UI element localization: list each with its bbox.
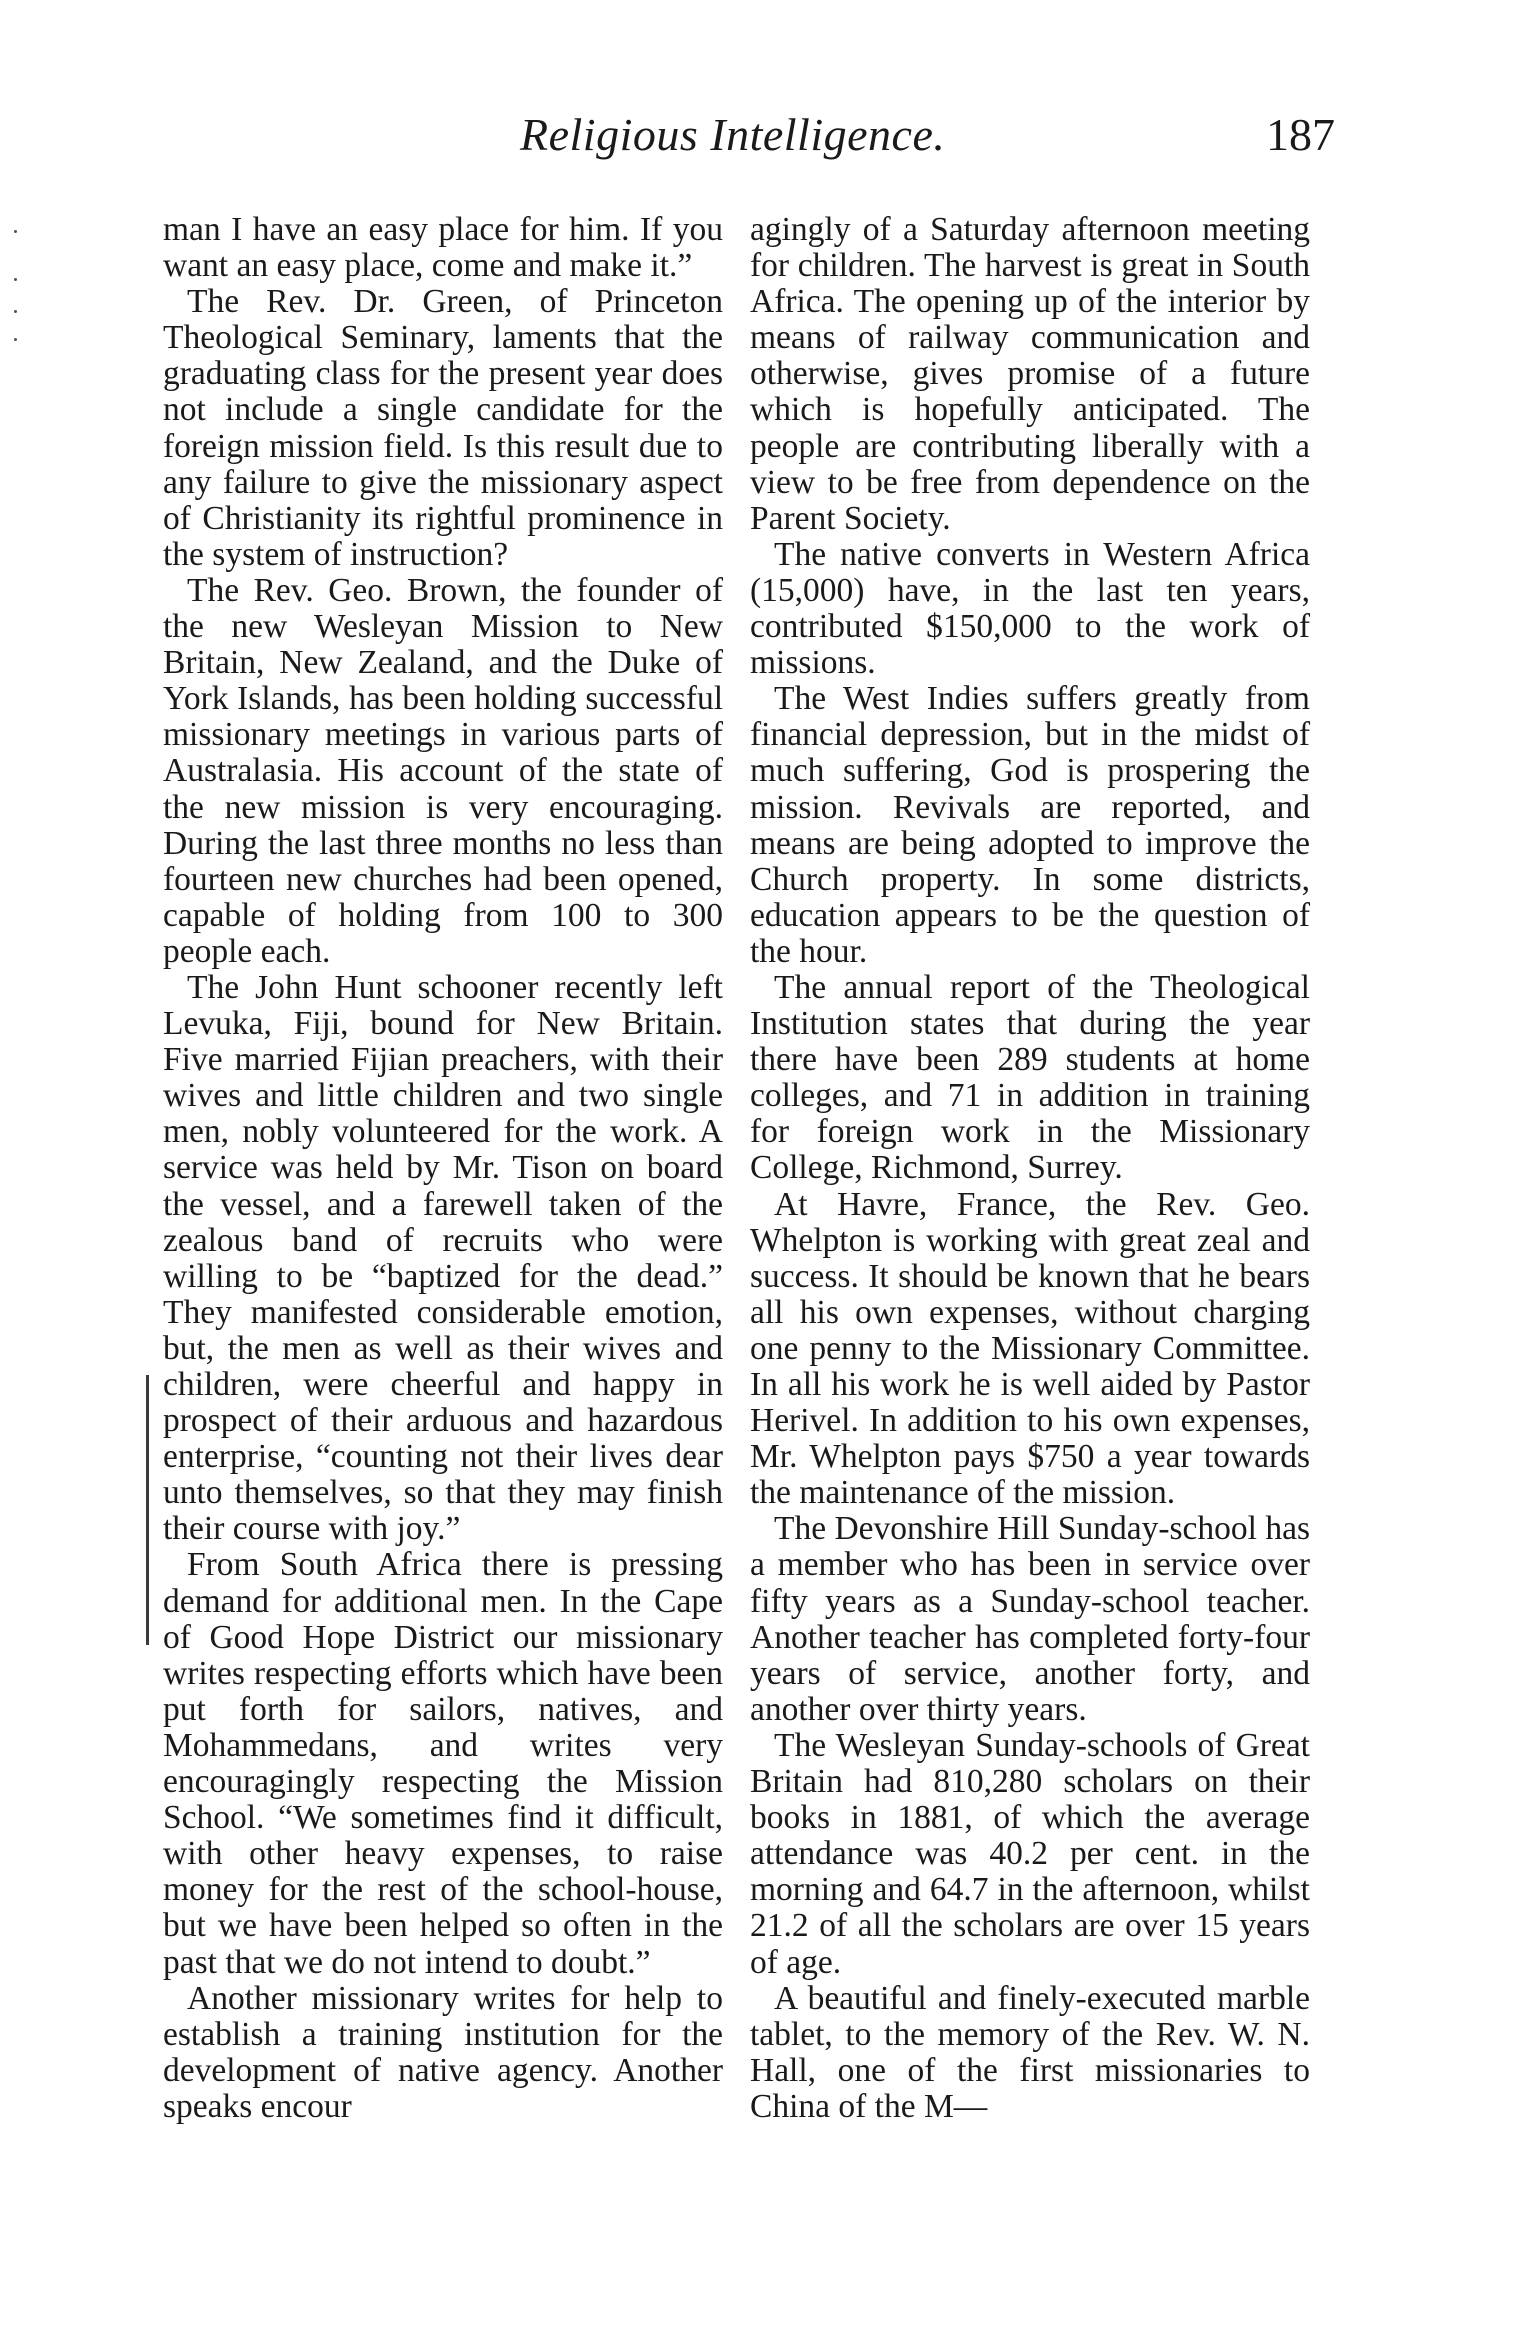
left-column bbox=[163, 212, 723, 2125]
paragraph: The Devonshire Hill Sunday-school has a member who has been in service over fifty years as a Sunday-school teacher. Another teacher has completed forty-four years of service, another forty, and another over thirty years. bbox=[750, 1510, 1310, 1728]
paragraph: The native converts in Western Africa (15,000) have, in the last ten years, contributed $150,000 to the work of missions. bbox=[750, 535, 1310, 682]
margin-specks bbox=[8, 220, 28, 360]
paragraph: At Havre, France, the Rev. Geo. Whelpton is working with great zeal and success. It should be known that he bears all his own expenses, without charging one penny to the Missionary Committee. In all his work he is well aided by Pastor Herivel. In addition to his own expenses, Mr. Whelpton pays $750 a year towards the maintenance of the mission. bbox=[750, 1185, 1310, 1512]
paragraph: The annual report of the Theological Institution states that during the year there have been 289 students at home colleges, and 71 in addition in training for foreign work in the Missionary College, Richmond, Surrey. bbox=[750, 968, 1310, 1187]
paragraph: The West Indies suffers greatly from financial depression, but in the midst of much suffering, God is prospering the mission. Revivals are reported, and means are being adopted to improve the Church property. In some districts, education appears to be the question of the hour. bbox=[750, 680, 1310, 970]
paragraph: man I have an easy place for him. If you want an easy place, come and make it.” bbox=[163, 211, 723, 285]
margin-speck bbox=[14, 278, 17, 281]
margin-rule bbox=[146, 1375, 149, 1645]
running-head: Religious Intelligence. bbox=[520, 109, 946, 160]
page-number: 187 bbox=[1266, 109, 1335, 160]
paragraph: A beautiful and finely-executed marble tablet, to the memory of the Rev. W. N. Hall, one of the first missionaries to China of the M— bbox=[750, 1979, 1310, 2125]
right-column bbox=[750, 212, 1310, 2125]
margin-speck bbox=[14, 310, 17, 313]
paragraph: The Rev. Geo. Brown, the founder of the new Wesleyan Mission to New Britain, New Zealand, and the Duke of York Islands, has been holding successful missionary meetings in various parts of Australasia. His account of the state of the new mission is very encouraging. During the last three months no less than fourteen new churches had been opened, capable of holding from 100 to 300 people each. bbox=[163, 571, 723, 970]
margin-speck bbox=[14, 230, 17, 233]
paragraph: The Rev. Dr. Green, of Princeton Theological Seminary, laments that the graduating class for the present year does not include a single candidate for the foreign mission field. Is this result due to any failure to give the missionary aspect of Christianity its rightful prominence in the system of instruction? bbox=[163, 283, 723, 573]
paragraph: From South Africa there is pressing demand for additional men. In the Cape of Good Hope District our missionary writes respecting efforts which have been put forth for sailors, natives, and Mohammedans, and writes very encouragingly respecting the Mission School. “We sometimes find it difficult, with other heavy expenses, to raise money for the rest of the school-house, but we have been helped so often in the past that we do not intend to doubt.” bbox=[163, 1546, 723, 1981]
paragraph: agingly of a Saturday afternoon meeting for children. The harvest is great in South Africa. The opening up of the interior by means of railway communication and otherwise, gives promise of a future which is hopefully anticipated. The people are contributing liberally with a view to be free from dependence on the Parent Society. bbox=[750, 211, 1310, 537]
paragraph: Another missionary writes for help to establish a training institution for the development of native agency. Another speaks encour bbox=[163, 1979, 723, 2125]
paragraph: The John Hunt schooner recently left Levuka, Fiji, bound for New Britain. Five married Fijian preachers, with their wives and little children and two single men, nobly volunteered for the work. A service was held by Mr. Tison on board the vessel, and a farewell taken of the zealous band of recruits who were willing to be “baptized for the dead.” They manifested considerable emotion, but, the men as well as their wives and children, were cheerful and happy in prospect of their arduous and hazardous enterprise, “counting not their lives dear unto themselves, so that they may finish their course with joy.” bbox=[163, 968, 723, 1548]
margin-speck bbox=[14, 338, 17, 341]
paragraph: The Wesleyan Sunday-schools of Great Britain had 810,280 scholars on their books in 1881, of which the average attendance was 40.2 per cent. in the morning and 64.7 in the afternoon, whilst 21.2 of all the scholars are over 15 years of age. bbox=[750, 1726, 1310, 1981]
page-header bbox=[160, 108, 1335, 168]
